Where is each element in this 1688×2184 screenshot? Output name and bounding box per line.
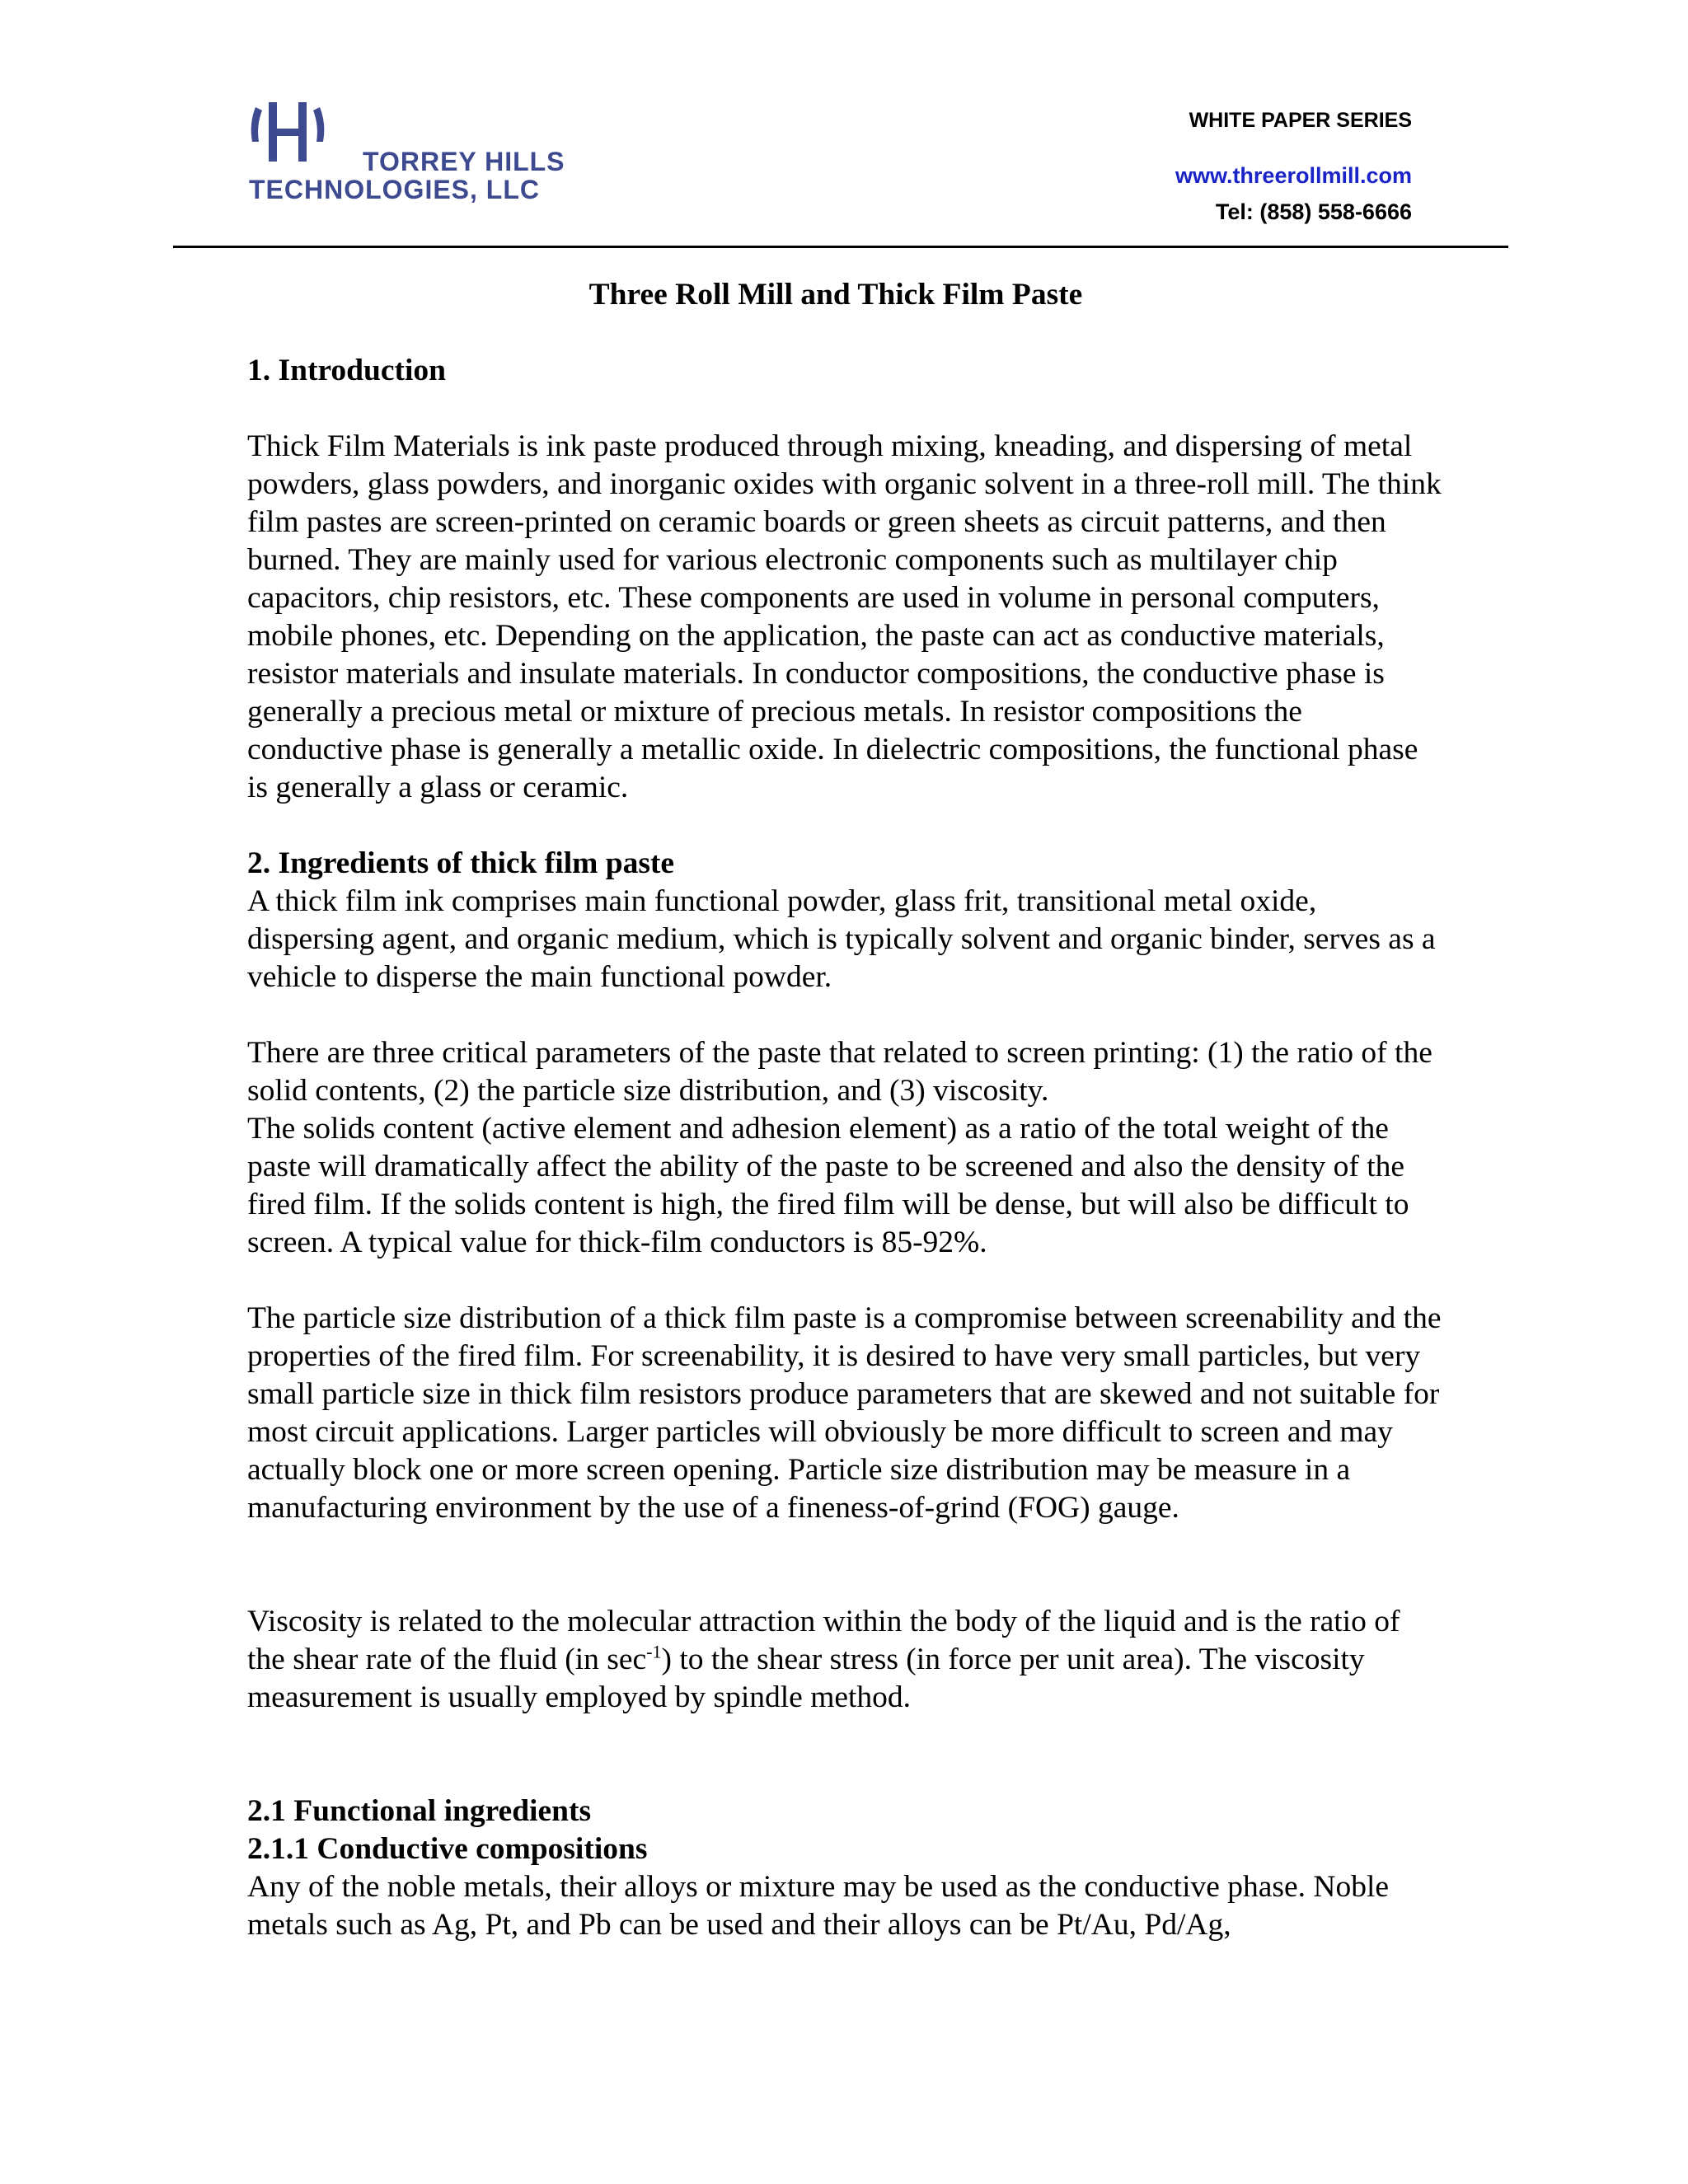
functional-heading: 2.1 Functional ingredients: [247, 1794, 592, 1828]
particle-paragraph: The particle size distribution of a thick film paste is a compromise between screenability and the properties of the fired film. For screenability, it is desired to have very small particles, but very small particle size in thick film resistors produce parameters that are skewed and not suitable for most circuit applications. Larger particles will obviously be more difficult to screen and may actually block one or more screen opening. Particle size distribution may be measure in a manufacturing environment by the use of a fineness-of-grind (FOG) gauge.: [247, 1301, 1442, 1525]
viscosity-superscript: -1: [646, 1641, 662, 1662]
section-ingredients: [247, 845, 1442, 996]
company-name-line2: TECHNOLOGIES, LLC: [249, 175, 540, 204]
intro-paragraph-block: [247, 428, 1442, 807]
document-title: Three Roll Mill and Thick Film Paste: [588, 278, 1083, 312]
website-link[interactable]: www.threerollmill.com: [1175, 163, 1412, 188]
viscosity-block: [247, 1603, 1442, 1717]
viscosity-text-part1: Viscosity is related to the molecular attraction within the body of the liquid and is the ratio of the shear rate of the fluid (in sec: [247, 1605, 1400, 1676]
section-functional: [247, 1793, 1442, 1944]
parameters-block: [247, 1034, 1442, 1262]
phone-number: Tel: (858) 558-6666: [1215, 199, 1412, 224]
viscosity-paragraph: [247, 1603, 1442, 1717]
solids-paragraph: The solids content (active element and adhesion element) as a ratio of the total weight of the paste will dramatically affect the ability of the paste to be screened and also the density of the fired film. If the solids content is high, the fired film will be dense, but will also be difficult to screen. A typical value for thick-film conductors is 85-92%.: [247, 1112, 1409, 1259]
intro-paragraph: Thick Film Materials is ink paste produced through mixing, kneading, and dispersing of metal powders, glass powders, and inorganic oxides with organic solvent in a three-roll mill. The think film pastes are screen-printed on ceramic boards or green sheets as circuit patterns, and then burned. They are mainly used for various electronic components such as multilayer chip capacitors, chip resistors, etc. These components are used in volume in personal computers, mobile phones, etc. Depending on the application, the paste can act as conductive materials, resistor materials and insulate materials. In conductor compositions, the conductive phase is generally a precious metal or mixture of precious metals. In resistor compositions the conductive phase is generally a metallic oxide. In dielectric compositions, the functional phase is generally a glass or ceramic.: [247, 429, 1442, 804]
white-paper-series-label: WHITE PAPER SERIES: [1189, 109, 1412, 132]
particle-block: [247, 1300, 1442, 1527]
ingredients-heading: 2. Ingredients of thick film paste: [247, 846, 675, 880]
intro-heading: 1. Introduction: [247, 354, 447, 387]
conductive-heading: 2.1.1 Conductive compositions: [247, 1832, 648, 1866]
th-logo-icon: [247, 99, 363, 173]
page-header: [0, 0, 1688, 251]
section-introduction: [247, 352, 1442, 390]
conductive-paragraph: Any of the noble metals, their alloys or mixture may be used as the conductive phase. Noble metals such as Ag, Pt, and Pb can be used and their alloys can be Pt/Au, Pd/Ag,: [247, 1870, 1390, 1942]
header-divider: [173, 246, 1508, 248]
parameters-paragraph: There are three critical parameters of the paste that related to screen printing: (1) the ratio of the solid contents, (2) the particle size distribution, and (3) viscosity.: [247, 1036, 1432, 1108]
ingredients-paragraph: A thick film ink comprises main functional powder, glass frit, transitional metal oxide, dispersing agent, and organic medium, which is typically solvent and organic binder, serves as a vehicle to disperse the main functional powder.: [247, 884, 1436, 994]
company-name-line1: TORREY HILLS: [363, 147, 565, 176]
viscosity-text-part2: ) to the shear stress (in force per unit area). The viscosity measurement is usually employed by spindle method.: [247, 1643, 1365, 1714]
company-logo: [247, 99, 565, 206]
